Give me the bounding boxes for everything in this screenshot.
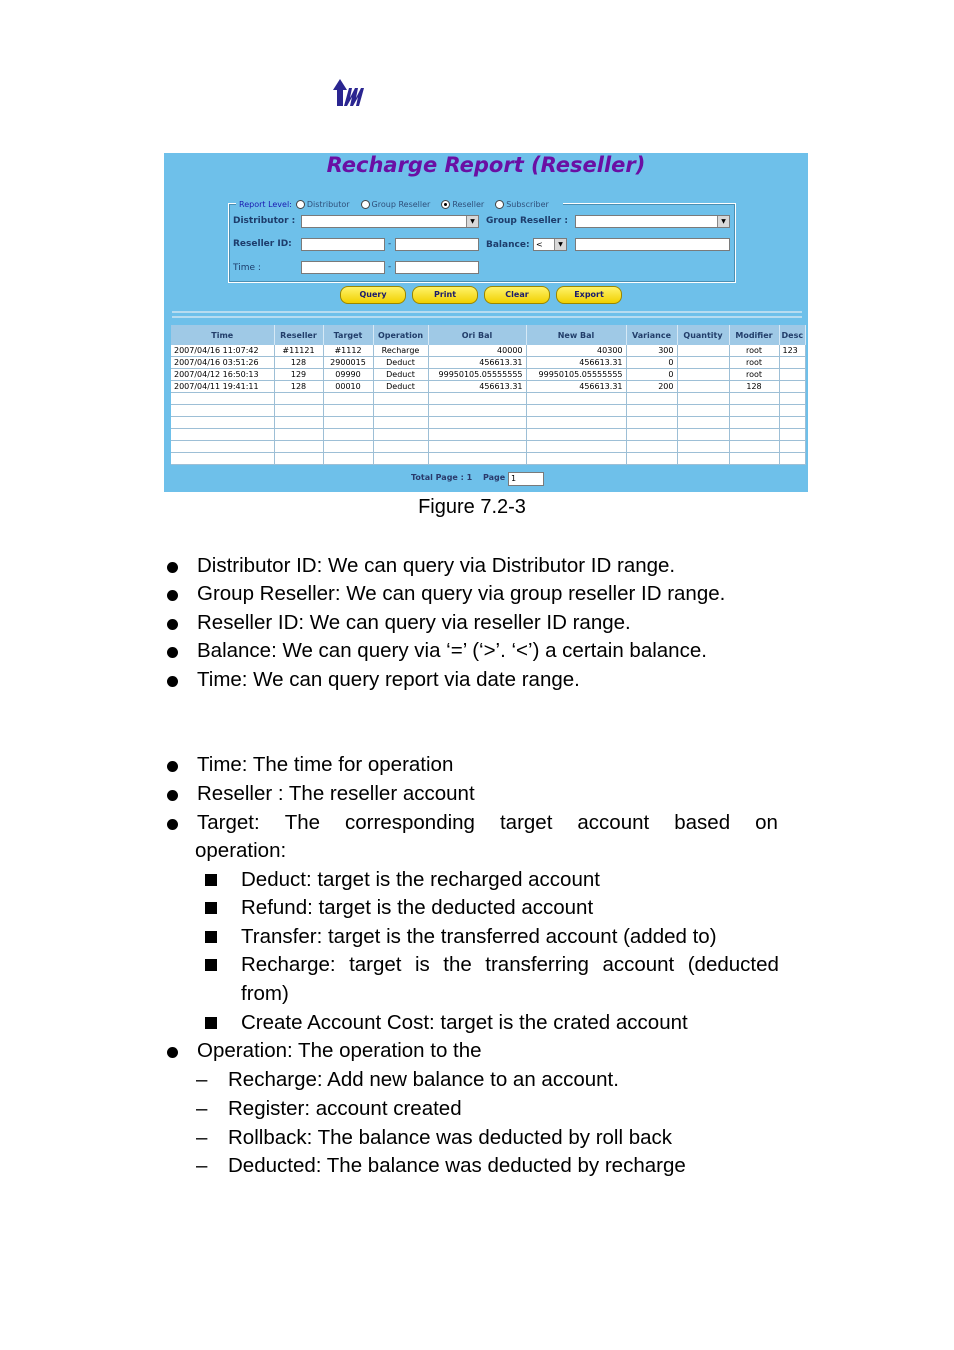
table-cell: 2007/04/16 03:51:26 — [171, 357, 274, 369]
table-cell — [274, 453, 323, 465]
table-cell — [779, 417, 806, 429]
table-row[interactable] — [171, 345, 806, 357]
line-continuation: operation: — [195, 839, 287, 862]
table-cell: 09990 — [323, 369, 373, 381]
table-cell: 456613.31 — [428, 381, 526, 393]
page-label: Page — [483, 473, 506, 482]
bullet-icon — [167, 647, 178, 658]
report-table — [171, 325, 806, 465]
table-cell — [323, 441, 373, 453]
square-bullet-icon — [205, 1017, 217, 1029]
table-body — [171, 345, 806, 465]
page-input[interactable]: 1 — [508, 472, 544, 486]
group-reseller-label: Group Reseller : — [486, 216, 568, 226]
report-title: Recharge Report (Reseller) — [326, 153, 646, 177]
table-cell — [373, 441, 428, 453]
reseller-id-label: Reseller ID: — [233, 239, 292, 249]
bullet-icon — [167, 590, 178, 601]
table-cell — [779, 393, 806, 405]
radio-icon — [361, 200, 370, 209]
table-cell: 456613.31 — [428, 357, 526, 369]
column-header[interactable]: Variance — [626, 325, 677, 345]
chevron-down-icon: ▼ — [717, 216, 729, 227]
print-button[interactable]: Print — [412, 286, 478, 304]
table-cell — [171, 453, 274, 465]
table-cell — [428, 429, 526, 441]
column-header[interactable]: Desc — [779, 325, 806, 345]
empty-table-row — [171, 405, 806, 417]
table-cell — [626, 453, 677, 465]
radio-group-reseller[interactable]: Group Reseller — [361, 200, 431, 209]
table-cell: #11121 — [274, 345, 323, 357]
clear-button[interactable]: Clear — [484, 286, 550, 304]
chevron-down-icon: ▼ — [554, 239, 566, 250]
table-cell: Recharge — [373, 345, 428, 357]
total-page-label: Total Page : 1 — [411, 473, 473, 482]
table-cell — [428, 405, 526, 417]
table-cell: root — [729, 345, 779, 357]
balance-label: Balance: — [486, 240, 530, 250]
empty-table-row — [171, 429, 806, 441]
table-cell: Deduct — [373, 381, 428, 393]
bullet-icon — [167, 619, 178, 630]
empty-table-row — [171, 417, 806, 429]
export-button[interactable]: Export — [556, 286, 622, 304]
table-cell — [274, 429, 323, 441]
table-cell: 2007/04/11 19:41:11 — [171, 381, 274, 393]
table-cell — [729, 393, 779, 405]
table-cell — [274, 417, 323, 429]
table-cell — [274, 393, 323, 405]
table-cell — [677, 345, 729, 357]
table-cell: 128 — [274, 381, 323, 393]
divider — [172, 311, 802, 313]
table-cell — [626, 429, 677, 441]
table-cell: 129 — [274, 369, 323, 381]
chevron-down-icon: ▼ — [466, 216, 478, 227]
table-cell — [274, 405, 323, 417]
table-cell — [428, 393, 526, 405]
table-cell: 128 — [729, 381, 779, 393]
table-cell — [677, 429, 729, 441]
table-cell — [323, 405, 373, 417]
square-bullet-icon — [205, 959, 217, 971]
table-cell — [373, 405, 428, 417]
table-cell — [428, 417, 526, 429]
table-cell — [729, 453, 779, 465]
table-cell: 00010 — [323, 381, 373, 393]
distributor-label: Distributor : — [233, 216, 296, 226]
dash-bullet: – — [196, 1154, 208, 1177]
table-cell — [677, 357, 729, 369]
table-cell: root — [729, 369, 779, 381]
table-cell: 0 — [626, 369, 677, 381]
column-header[interactable]: Modifier — [729, 325, 779, 345]
table-cell: 2007/04/12 16:50:13 — [171, 369, 274, 381]
bullet-icon — [167, 562, 178, 573]
figure-caption: Figure 7.2-3 — [418, 496, 526, 518]
balance-value-input[interactable] — [575, 238, 730, 251]
time-from-input[interactable] — [301, 261, 385, 274]
table-cell: 99950105.05555555 — [428, 369, 526, 381]
table-cell — [274, 441, 323, 453]
table-cell — [779, 453, 806, 465]
table-cell — [323, 393, 373, 405]
table-cell — [171, 429, 274, 441]
table-cell — [677, 417, 729, 429]
radio-icon — [296, 200, 305, 209]
query-button[interactable]: Query — [340, 286, 406, 304]
table-cell — [526, 405, 626, 417]
bullet-icon — [167, 819, 178, 830]
table-cell — [677, 453, 729, 465]
table-cell: 456613.31 — [526, 381, 626, 393]
balance-operator-select[interactable]: < ▼ — [533, 238, 567, 251]
table-cell — [677, 405, 729, 417]
table-cell — [779, 441, 806, 453]
table-cell — [626, 417, 677, 429]
table-cell — [323, 429, 373, 441]
table-cell — [779, 369, 806, 381]
table-cell: Deduct — [373, 357, 428, 369]
bullet-icon — [167, 790, 178, 801]
range-dash: - — [388, 239, 392, 249]
table-cell: #1112 — [323, 345, 373, 357]
table-cell — [373, 393, 428, 405]
dash-bullet: – — [196, 1126, 208, 1149]
table-cell: 300 — [626, 345, 677, 357]
company-logo-arrow-icon — [331, 78, 367, 108]
table-cell — [677, 381, 729, 393]
square-bullet-icon — [205, 874, 217, 886]
table-cell — [729, 417, 779, 429]
table-cell — [729, 405, 779, 417]
table-cell: Deduct — [373, 369, 428, 381]
table-cell: 0 — [626, 357, 677, 369]
empty-table-row — [171, 393, 806, 405]
group-reseller-select[interactable] — [575, 215, 730, 228]
table-cell — [779, 405, 806, 417]
table-cell — [526, 453, 626, 465]
column-header[interactable]: Target — [323, 325, 373, 345]
table-cell: 2900015 — [323, 357, 373, 369]
report-level-row — [236, 198, 563, 210]
column-header[interactable]: Quantity — [677, 325, 729, 345]
line-continuation: from) — [241, 982, 289, 1005]
table-cell — [373, 417, 428, 429]
table-cell — [323, 417, 373, 429]
bullet-icon — [167, 1047, 178, 1058]
table-cell: 123 — [779, 345, 806, 357]
table-cell — [677, 441, 729, 453]
radio-reseller[interactable]: Reseller — [441, 200, 484, 209]
dash-bullet: – — [196, 1097, 208, 1120]
table-cell — [171, 417, 274, 429]
table-cell: root — [729, 357, 779, 369]
table-cell — [526, 429, 626, 441]
table-cell — [171, 441, 274, 453]
table-row[interactable] — [171, 357, 806, 369]
table-cell — [373, 429, 428, 441]
table-header-row — [171, 325, 806, 345]
bullet-icon — [167, 676, 178, 687]
table-cell — [779, 381, 806, 393]
divider — [172, 316, 802, 318]
table-cell: 200 — [626, 381, 677, 393]
column-header[interactable]: Operation — [373, 325, 428, 345]
reseller-id-to-input[interactable] — [395, 238, 479, 251]
radio-icon — [495, 200, 504, 209]
radio-subscriber[interactable]: Subscriber — [495, 200, 549, 209]
column-header[interactable]: New Bal — [526, 325, 626, 345]
table-cell — [526, 393, 626, 405]
table-cell — [779, 357, 806, 369]
reseller-id-from-input[interactable] — [301, 238, 385, 251]
report-level-label: Report Level: — [239, 199, 292, 209]
table-cell — [677, 393, 729, 405]
table-cell — [729, 441, 779, 453]
table-cell — [526, 417, 626, 429]
table-cell — [779, 429, 806, 441]
radio-distributor[interactable]: Distributor — [296, 200, 350, 209]
column-header[interactable]: Reseller — [274, 325, 323, 345]
table-cell — [171, 393, 274, 405]
column-header[interactable]: Time — [171, 325, 274, 345]
justified-line: Recharge: target is the transferring account (deducted — [241, 953, 779, 976]
table-cell — [677, 369, 729, 381]
bullet-icon — [167, 761, 178, 772]
table-cell — [428, 453, 526, 465]
table-cell: 456613.31 — [526, 357, 626, 369]
distributor-select[interactable] — [301, 215, 479, 228]
table-cell — [626, 405, 677, 417]
radio-selected-icon — [441, 200, 450, 209]
table-row[interactable] — [171, 369, 806, 381]
table-cell — [526, 441, 626, 453]
range-dash: - — [388, 262, 392, 272]
table-cell — [428, 441, 526, 453]
recharge-report-screenshot — [164, 153, 808, 492]
justified-line: Target: The corresponding target account based on — [197, 811, 778, 834]
table-cell: 40000 — [428, 345, 526, 357]
empty-table-row — [171, 453, 806, 465]
table-cell — [373, 453, 428, 465]
empty-table-row — [171, 441, 806, 453]
table-cell — [626, 393, 677, 405]
table-cell — [729, 429, 779, 441]
time-label: Time : — [233, 263, 261, 273]
table-cell: 99950105.05555555 — [526, 369, 626, 381]
square-bullet-icon — [205, 931, 217, 943]
table-row[interactable] — [171, 381, 806, 393]
table-cell — [323, 453, 373, 465]
table-cell: 40300 — [526, 345, 626, 357]
table-cell: 2007/04/16 11:07:42 — [171, 345, 274, 357]
square-bullet-icon — [205, 902, 217, 914]
column-header[interactable]: Ori Bal — [428, 325, 526, 345]
time-to-input[interactable] — [395, 261, 479, 274]
table-cell — [171, 405, 274, 417]
dash-bullet: – — [196, 1068, 208, 1091]
table-cell — [626, 441, 677, 453]
table-cell: 128 — [274, 357, 323, 369]
